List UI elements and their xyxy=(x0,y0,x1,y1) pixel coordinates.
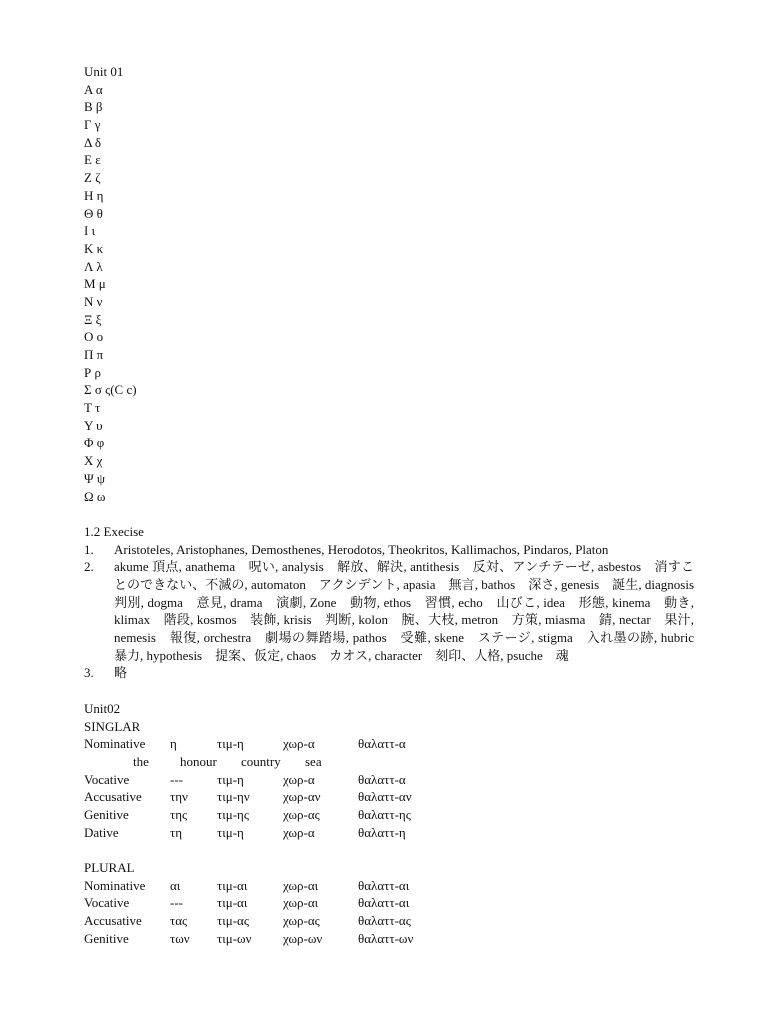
exercise-number: 3. xyxy=(84,665,94,681)
singular-table xyxy=(84,735,694,841)
alphabet-letter: Τ τ xyxy=(84,400,101,416)
translation-sea: sea xyxy=(305,753,322,769)
exercise-item xyxy=(84,664,694,682)
article: της xyxy=(170,807,188,822)
exercise-text: Aristoteles, Aristophanes, Demosthenes, Herodotos, Theokritos, Kallimachos, Pindaros, Platon xyxy=(114,541,609,557)
alphabet-letter: Χ χ xyxy=(84,453,103,469)
form-chora: χωρ-α xyxy=(283,824,315,840)
translation-the: the xyxy=(133,753,149,769)
form-thalatta: θαλαττ-αι xyxy=(358,895,410,911)
alphabet-list xyxy=(84,81,694,506)
alphabet-letter: Β β xyxy=(84,99,103,115)
declension-row xyxy=(84,824,694,842)
unit1-title: Unit 01 xyxy=(84,64,124,79)
case-name: Vocative xyxy=(84,771,130,787)
alphabet-letter: Ζ ζ xyxy=(84,170,101,186)
exercise-list xyxy=(84,541,708,683)
form-thalatta: θαλαττ-ης xyxy=(358,807,411,822)
form-thalatta: θαλαττ-α xyxy=(358,736,406,752)
plural-heading: PLURAL xyxy=(84,860,135,876)
form-thalatta: θαλαττ-αν xyxy=(358,789,412,805)
form-time: τιμ-ας xyxy=(217,913,249,929)
form-chora: χωρ-α xyxy=(283,771,315,787)
alphabet-letter: Η η xyxy=(84,187,104,203)
alphabet-letter: Θ θ xyxy=(84,205,103,221)
article: η xyxy=(170,736,177,752)
alphabet-letter: Α α xyxy=(84,81,103,97)
alphabet-letter: Υ υ xyxy=(84,417,103,433)
declension-row xyxy=(84,735,694,753)
alphabet-letter: Ξ ξ xyxy=(84,311,102,327)
form-chora: χωρ-αι xyxy=(283,895,319,911)
form-chora: χωρ-αν xyxy=(283,789,321,805)
article: των xyxy=(170,930,190,946)
form-time: τιμ-η xyxy=(217,736,244,752)
translation-country: country xyxy=(241,753,281,769)
document-page xyxy=(84,63,708,948)
article: αι xyxy=(170,877,181,893)
translation-honour: honour xyxy=(180,753,217,769)
form-time: τιμ-ην xyxy=(217,789,250,805)
alphabet-letter: Κ κ xyxy=(84,240,104,256)
alphabet-letter: Ν ν xyxy=(84,293,103,309)
declension-row xyxy=(84,806,694,824)
declension-row xyxy=(84,788,694,806)
case-name: Accusative xyxy=(84,913,142,929)
exercise-item xyxy=(84,541,694,559)
form-thalatta: θαλαττ-η xyxy=(358,824,406,840)
case-name: Genitive xyxy=(84,930,129,946)
form-time: τιμ-η xyxy=(217,824,244,840)
form-chora: χωρ-ας xyxy=(283,913,320,929)
declension-row xyxy=(84,930,694,948)
exercise-text: 略 xyxy=(114,665,128,681)
article: τη xyxy=(170,824,183,840)
article: την xyxy=(170,789,188,805)
alphabet-letter: Ω ω xyxy=(84,488,106,504)
form-time: τιμ-ων xyxy=(217,930,252,946)
case-name: Vocative xyxy=(84,895,130,911)
alphabet-letter: Π π xyxy=(84,347,104,362)
alphabet-letter: Μ μ xyxy=(84,276,106,292)
case-name: Dative xyxy=(84,824,119,840)
alphabet-letter: Σ σ ς(C c) xyxy=(84,382,137,398)
form-chora: χωρ-αι xyxy=(283,877,319,893)
case-name: Accusative xyxy=(84,789,142,805)
article: --- xyxy=(170,895,183,911)
declension-row xyxy=(84,771,694,789)
form-time: τιμ-αι xyxy=(217,895,248,911)
declension-row xyxy=(84,894,694,912)
form-chora: χωρ-ας xyxy=(283,807,320,822)
alphabet-letter: Ρ ρ xyxy=(84,364,101,380)
plural-table xyxy=(84,877,694,948)
alphabet-letter: Ι ι xyxy=(84,223,96,239)
exercise-item xyxy=(84,558,708,664)
exercise-title: 1.2 Execise xyxy=(84,523,144,539)
form-chora: χωρ-ων xyxy=(283,930,323,946)
alphabet-letter: Λ λ xyxy=(84,258,103,274)
form-thalatta: θαλαττ-αι xyxy=(358,877,410,893)
form-thalatta: θαλαττ-α xyxy=(358,771,406,787)
case-name: Genitive xyxy=(84,807,129,822)
article: --- xyxy=(170,771,183,787)
alphabet-letter: Γ γ xyxy=(84,117,101,133)
exercise-text: akume 頂点, anathema 呪い, analysis 解放、解決, antithesis 反対、アンチテーゼ, asbestos 消すことのできない、不滅の, automaton アクシデント, apasia 無言, bathos 深さ, genesis 誕生, diagnosis 判別, dogma 意見, drama 演劇, Zone 動物, ethos 習慣, echo 山びこ, idea 形態, kinema 動き, klimax 階段, kosmos 装飾, krisis 判断, kolon 腕、大枝, metron 方策, miasma 錆, nectar 果汁, nemesis 報復, orchestra 劇場の舞踏場, pathos 受難, skene ステージ, stigma 入れ墨の跡, hubric 暴力, hypothesis 提案、仮定, chaos カオス, character 刻印、人格, psuche 魂 xyxy=(114,559,708,663)
exercise-number: 1. xyxy=(84,541,94,557)
alphabet-letter: Φ φ xyxy=(84,435,105,451)
form-time: τιμ-η xyxy=(217,771,244,787)
singular-heading: SINGLAR xyxy=(84,718,141,734)
alphabet-letter: Ο ο xyxy=(84,329,104,345)
unit2-title: Unit02 xyxy=(84,700,121,716)
case-name: Nominative xyxy=(84,877,146,893)
form-time: τιμ-ης xyxy=(217,807,249,822)
form-chora: χωρ-α xyxy=(283,736,315,752)
form-thalatta: θαλαττ-ων xyxy=(358,930,414,946)
form-thalatta: θαλαττ-ας xyxy=(358,913,411,929)
declension-row xyxy=(84,912,694,930)
alphabet-letter: Ψ ψ xyxy=(84,470,105,486)
exercise-number: 2. xyxy=(84,559,94,575)
alphabet-letter: Ε ε xyxy=(84,152,101,168)
translation-row xyxy=(84,753,694,771)
declension-row xyxy=(84,877,694,895)
alphabet-letter: Δ δ xyxy=(84,134,102,150)
case-name: Nominative xyxy=(84,736,146,752)
form-time: τιμ-αι xyxy=(217,877,248,893)
article: τας xyxy=(170,913,188,929)
